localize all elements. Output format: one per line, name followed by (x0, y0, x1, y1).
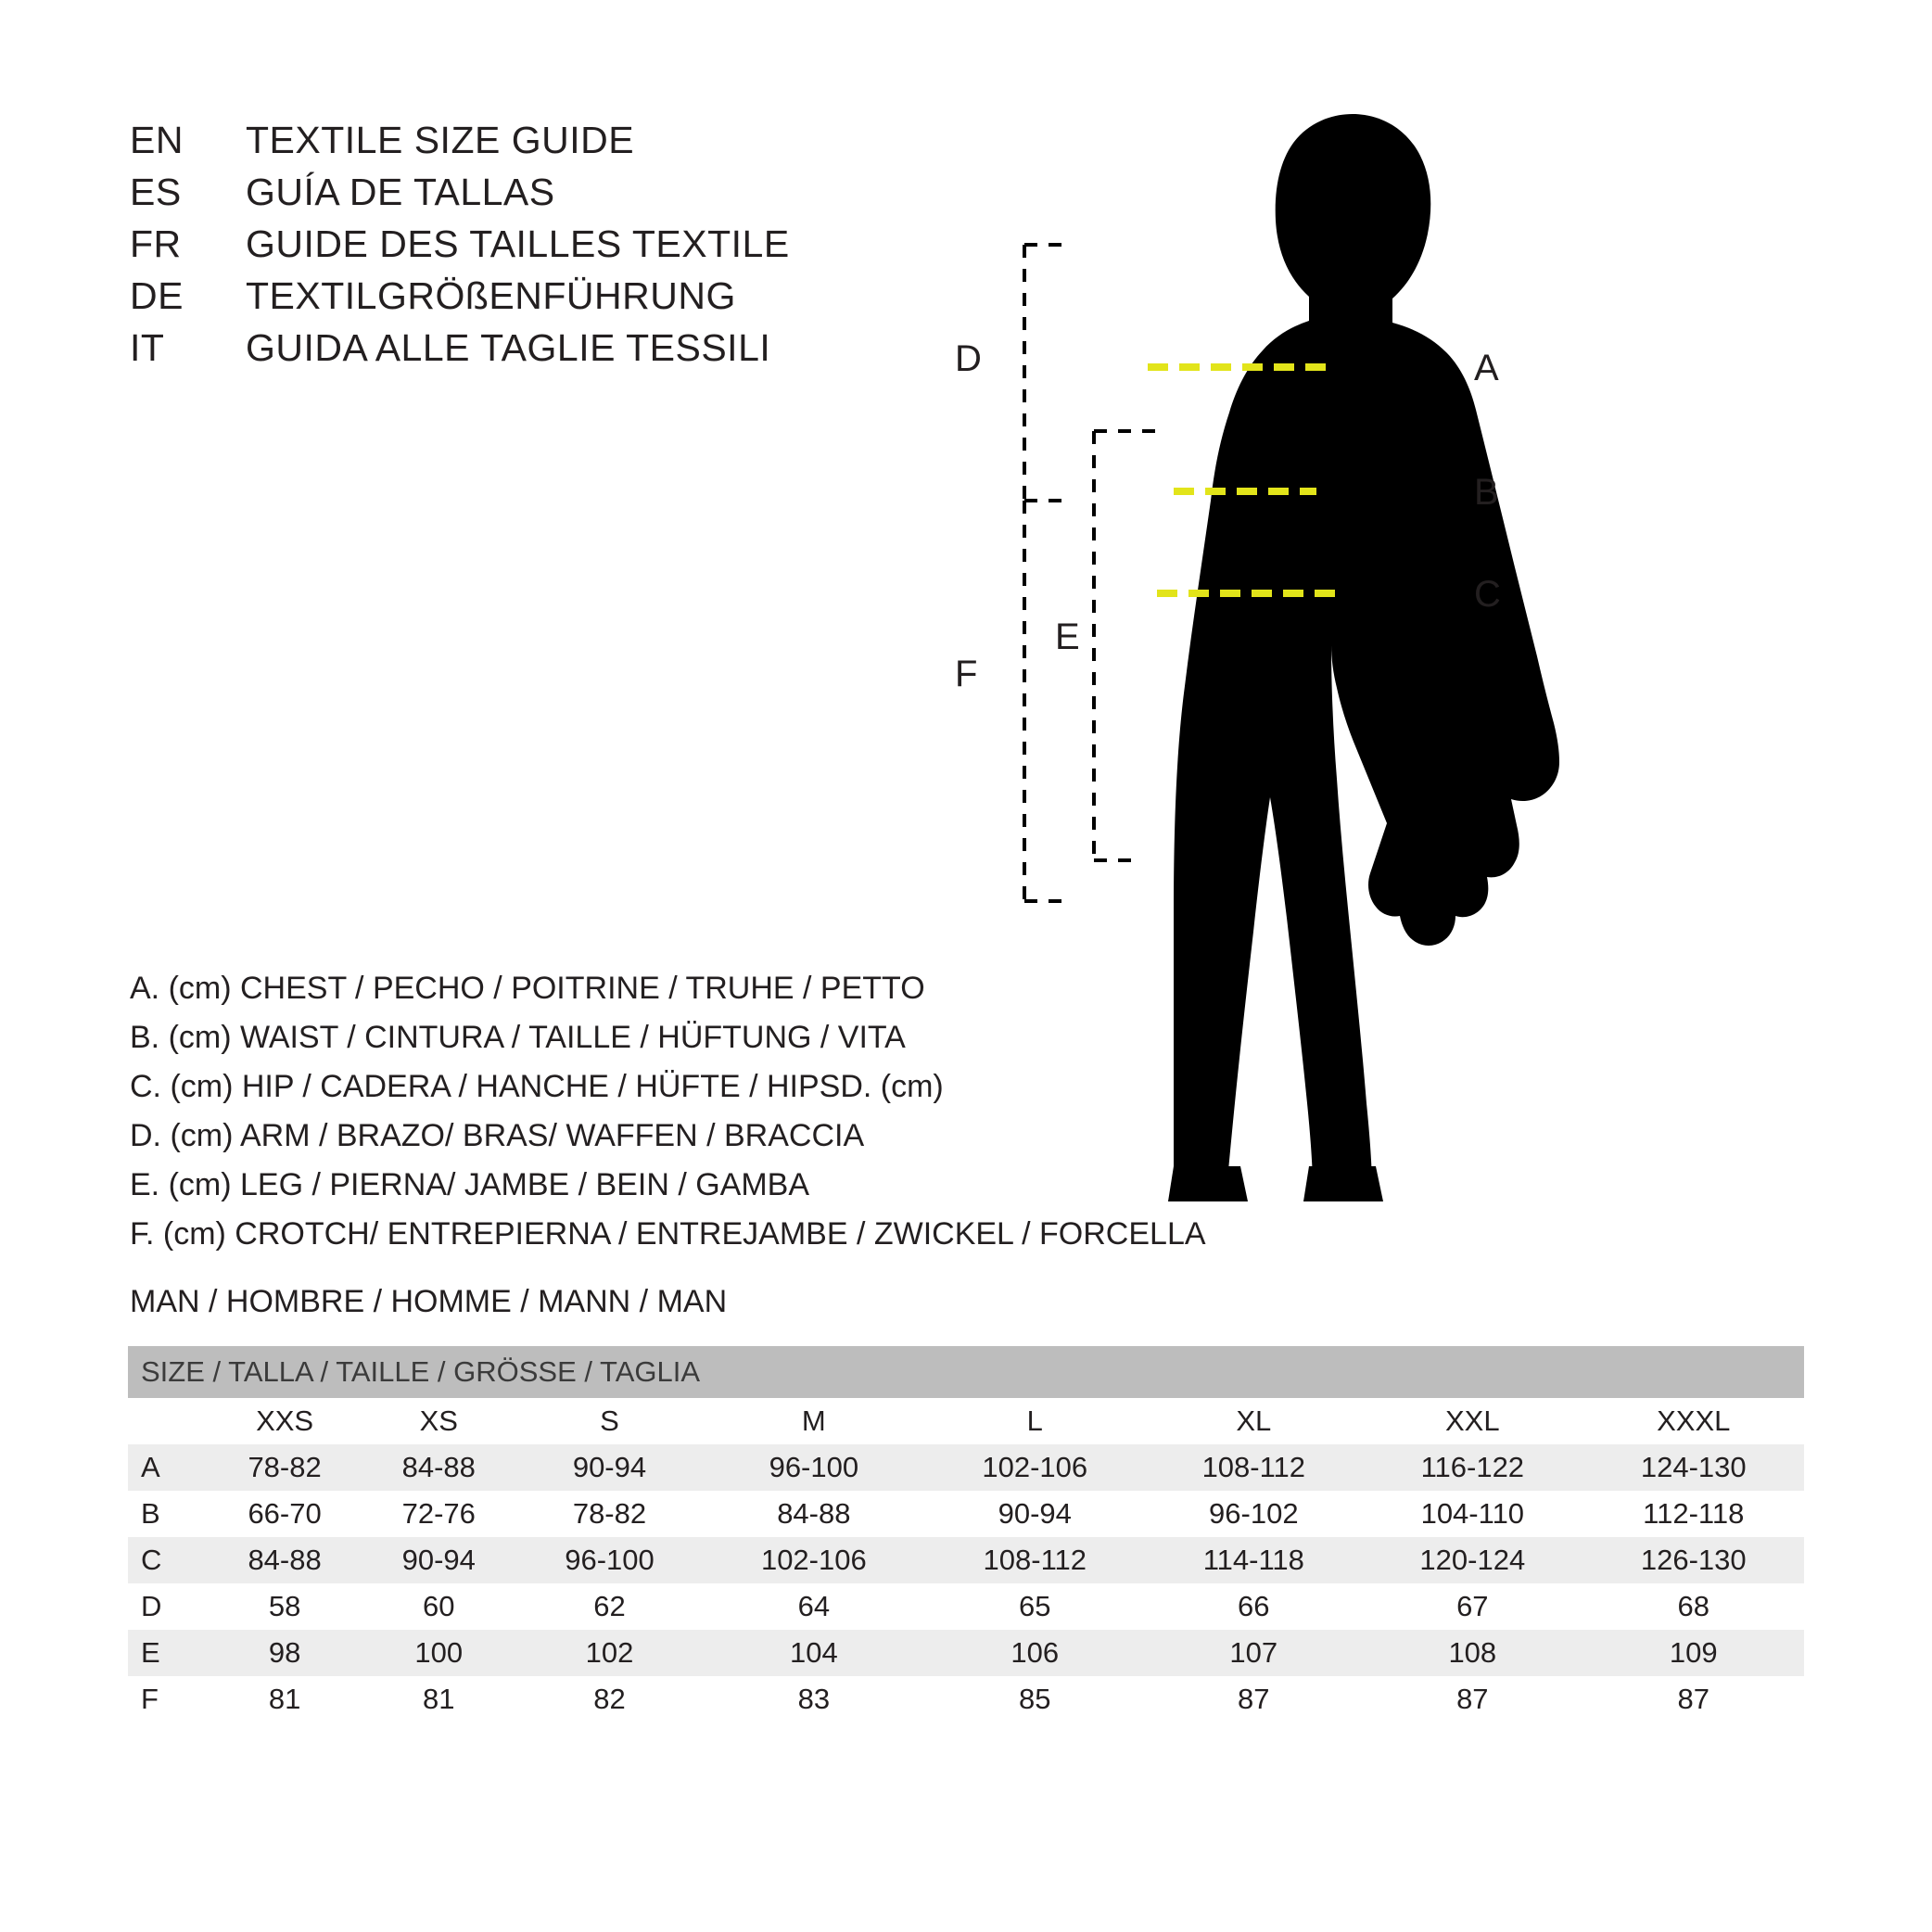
cell-f-l: 85 (924, 1676, 1145, 1722)
cell-d-xl: 66 (1146, 1583, 1363, 1630)
legend-item-d: D. (cm) ARM / BRAZO/ BRAS/ WAFFEN / BRACCIA (130, 1118, 865, 1153)
cell-e-l: 106 (924, 1630, 1145, 1676)
column-header-xxl: XXL (1362, 1398, 1582, 1444)
cell-b-l: 90-94 (924, 1491, 1145, 1537)
cell-b-s: 78-82 (515, 1491, 703, 1537)
crotch-measure-bracket-f (1024, 501, 1061, 901)
cell-c-xxl: 120-124 (1362, 1537, 1582, 1583)
size-table (128, 1346, 1804, 1722)
column-header-xxxl: XXXL (1583, 1398, 1804, 1444)
arm-measure-bracket-d (1024, 245, 1066, 501)
leg-measure-bracket-e (1094, 431, 1159, 860)
marker-label-d: D (955, 338, 982, 379)
title-lang-fr: FR (130, 222, 182, 265)
marker-label-a: A (1474, 348, 1499, 388)
column-header-xl: XL (1146, 1398, 1363, 1444)
table-banner-row (128, 1346, 1804, 1398)
cell-e-xs: 100 (362, 1630, 515, 1676)
row-header-a: A (128, 1444, 208, 1491)
title-text-it: GUIDA ALLE TAGLIE TESSILI (246, 326, 771, 369)
cell-f-xxxl: 87 (1583, 1676, 1804, 1722)
title-row (130, 171, 964, 222)
marker-label-c: C (1474, 574, 1501, 615)
row-header-d: D (128, 1583, 208, 1630)
cell-a-s: 90-94 (515, 1444, 703, 1491)
cell-b-xxxl: 112-118 (1583, 1491, 1804, 1537)
table-header-row (128, 1398, 1804, 1444)
table-row (128, 1583, 1804, 1630)
table-row (128, 1444, 1804, 1491)
cell-d-xs: 60 (362, 1583, 515, 1630)
cell-e-m: 104 (704, 1630, 924, 1676)
cell-f-xxl: 87 (1362, 1676, 1582, 1722)
cell-c-xxxl: 126-130 (1583, 1537, 1804, 1583)
cell-b-xl: 96-102 (1146, 1491, 1363, 1537)
column-header-xs: XS (362, 1398, 515, 1444)
cell-a-xxs: 78-82 (208, 1444, 362, 1491)
man-silhouette-icon (1168, 114, 1559, 1201)
body-measurement-diagram (955, 93, 1836, 1224)
title-text-en: TEXTILE SIZE GUIDE (246, 119, 635, 161)
cell-d-xxl: 67 (1362, 1583, 1582, 1630)
table-banner: SIZE / TALLA / TAILLE / GRÖSSE / TAGLIA (128, 1346, 1804, 1398)
legend-item-a: A. (cm) CHEST / PECHO / POITRINE / TRUHE / PETTO (130, 971, 925, 1006)
cell-a-xxl: 116-122 (1362, 1444, 1582, 1491)
legend-item-e: E. (cm) LEG / PIERNA/ JAMBE / BEIN / GAMBA (130, 1167, 810, 1202)
title-lang-es: ES (130, 171, 182, 213)
cell-f-m: 83 (704, 1676, 924, 1722)
column-header-xxs: XXS (208, 1398, 362, 1444)
title-lang-it: IT (130, 326, 165, 369)
cell-d-s: 62 (515, 1583, 703, 1630)
cell-f-s: 82 (515, 1676, 703, 1722)
table-row (128, 1630, 1804, 1676)
title-text-de: TEXTILGRÖßENFÜHRUNG (246, 274, 736, 317)
marker-label-f: F (955, 654, 978, 694)
legend-item-c: C. (cm) HIP / CADERA / HANCHE / HÜFTE / HIPSD. (cm) (130, 1069, 944, 1104)
cell-e-xl: 107 (1146, 1630, 1363, 1676)
cell-b-xs: 72-76 (362, 1491, 515, 1537)
cell-d-l: 65 (924, 1583, 1145, 1630)
table-row (128, 1537, 1804, 1583)
table-row (128, 1676, 1804, 1722)
cell-d-xxxl: 68 (1583, 1583, 1804, 1630)
cell-a-xs: 84-88 (362, 1444, 515, 1491)
cell-c-xl: 114-118 (1146, 1537, 1363, 1583)
cell-a-l: 102-106 (924, 1444, 1145, 1491)
column-header-m: M (704, 1398, 924, 1444)
cell-a-m: 96-100 (704, 1444, 924, 1491)
title-lang-de: DE (130, 274, 184, 317)
row-header-f: F (128, 1676, 208, 1722)
cell-c-s: 96-100 (515, 1537, 703, 1583)
cell-e-xxs: 98 (208, 1630, 362, 1676)
cell-f-xxs: 81 (208, 1676, 362, 1722)
cell-f-xs: 81 (362, 1676, 515, 1722)
marker-label-e: E (1055, 616, 1080, 657)
column-header-l: L (924, 1398, 1145, 1444)
table-corner-cell (128, 1398, 208, 1444)
cell-c-m: 102-106 (704, 1537, 924, 1583)
cell-b-xxs: 66-70 (208, 1491, 362, 1537)
legend-item-b: B. (cm) WAIST / CINTURA / TAILLE / HÜFTUNG / VITA (130, 1020, 906, 1055)
title-row (130, 274, 964, 326)
row-header-b: B (128, 1491, 208, 1537)
table-row (128, 1491, 1804, 1537)
gender-label: MAN / HOMBRE / HOMME / MANN / MAN (130, 1284, 728, 1319)
title-row (130, 326, 964, 378)
title-text-fr: GUIDE DES TAILLES TEXTILE (246, 222, 790, 265)
title-lang-en: EN (130, 119, 184, 161)
cell-c-xs: 90-94 (362, 1537, 515, 1583)
cell-c-xxs: 84-88 (208, 1537, 362, 1583)
cell-a-xl: 108-112 (1146, 1444, 1363, 1491)
row-header-c: C (128, 1537, 208, 1583)
cell-b-m: 84-88 (704, 1491, 924, 1537)
cell-d-xxs: 58 (208, 1583, 362, 1630)
cell-b-xxl: 104-110 (1362, 1491, 1582, 1537)
cell-d-m: 64 (704, 1583, 924, 1630)
cell-e-xxxl: 109 (1583, 1630, 1804, 1676)
title-row (130, 222, 964, 274)
row-header-e: E (128, 1630, 208, 1676)
title-text-es: GUÍA DE TALLAS (246, 171, 555, 213)
cell-a-xxxl: 124-130 (1583, 1444, 1804, 1491)
column-header-s: S (515, 1398, 703, 1444)
legend-item-f: F. (cm) CROTCH/ ENTREPIERNA / ENTREJAMBE / ZWICKEL / FORCELLA (130, 1216, 1206, 1252)
cell-f-xl: 87 (1146, 1676, 1363, 1722)
cell-c-l: 108-112 (924, 1537, 1145, 1583)
cell-e-xxl: 108 (1362, 1630, 1582, 1676)
marker-label-b: B (1474, 472, 1499, 513)
cell-e-s: 102 (515, 1630, 703, 1676)
title-row (130, 119, 964, 171)
title-block (130, 119, 964, 378)
